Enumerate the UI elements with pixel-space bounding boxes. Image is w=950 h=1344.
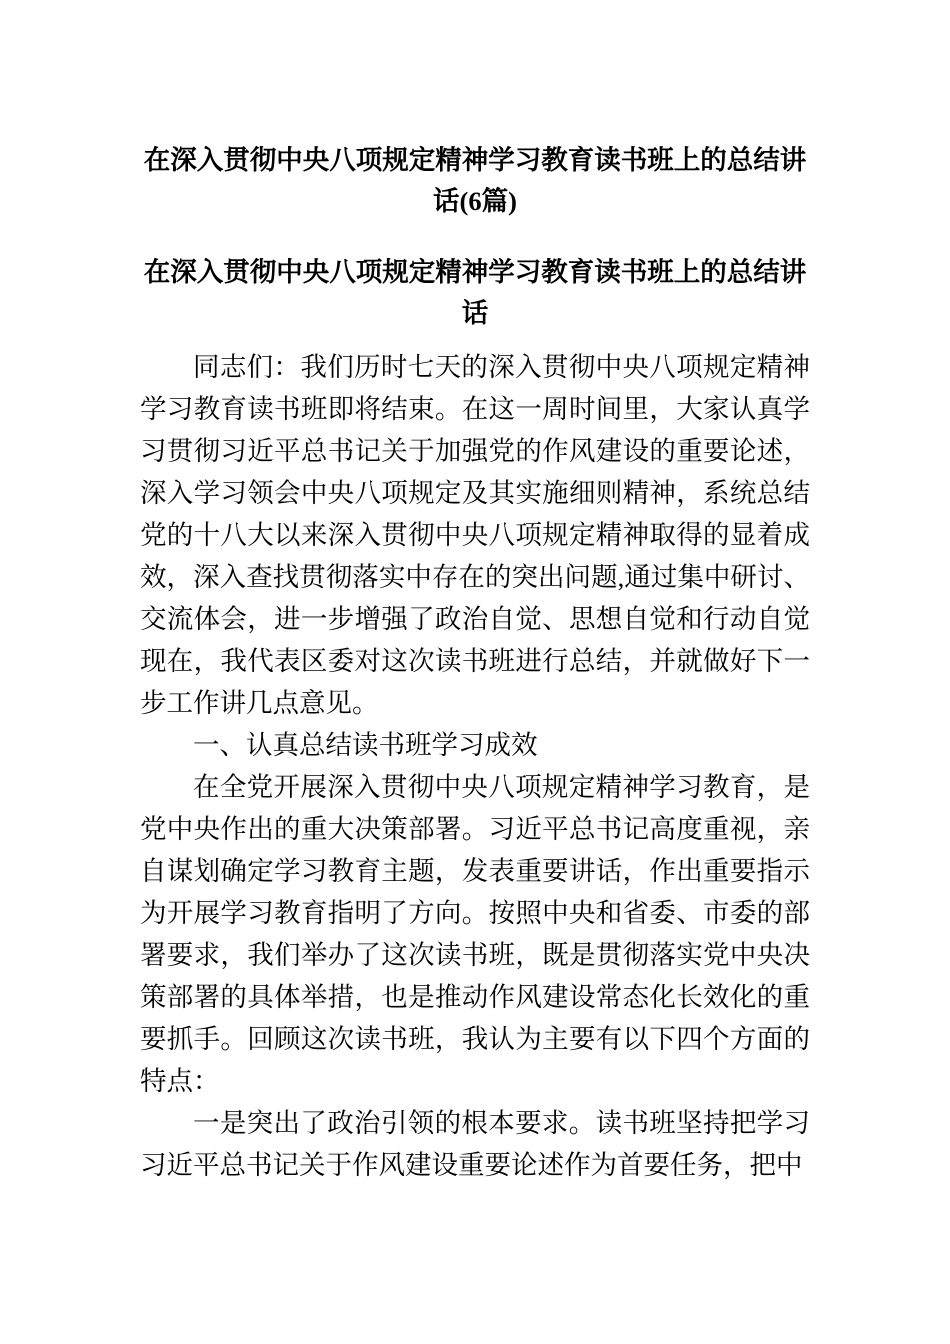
paragraph-section-1-body: 在全党开展深入贯彻中央八项规定精神学习教育，是党中央作出的重大决策部署。习近平总书记高度重视，亲自谋划确定学习教育主题，发表重要讲话，作出重要指示为开展学习教育指明了方向。按照中央和省委、市委的部署要求，我们举办了这次读书班，既是贯彻落实党中央决策部署的具体举措，也是推动作风建设常态化长效化的重要抓手。回顾这次读书班，我认为主要有以下四个方面的特点：	[140, 772, 810, 1096]
paragraph-intro: 同志们：我们历时七天的深入贯彻中央八项规定精神学习教育读书班即将结束。在这一周时间里，大家认真学习贯彻习近平总书记关于加强党的作风建设的重要论述，深入学习领会中央八项规定及其实施细则精神，系统总结党的十八大以来深入贯彻中央八项规定精神取得的显着成效，深入查找贯彻落实中存在的突出问题,通过集中研讨、交流体会，进一步增强了政治自觉、思想自觉和行动自觉现在，我代表区委对这次读书班进行总结，并就做好下一步工作讲几点意见。	[140, 352, 810, 718]
section-heading-1: 一、认真总结读书班学习成效	[193, 730, 538, 760]
document-body	[140, 346, 810, 1186]
document-subtitle: 在深入贯彻中央八项规定精神学习教育读书班上的总结讲话	[143, 257, 807, 328]
paragraph-point-1: 一是突出了政治引领的根本要求。读书班坚持把学习习近平总书记关于作风建设重要论述作为首要任务，把中	[140, 1108, 810, 1180]
document-title: 在深入贯彻中央八项规定精神学习教育读书班上的总结讲话(6篇)	[143, 145, 807, 216]
